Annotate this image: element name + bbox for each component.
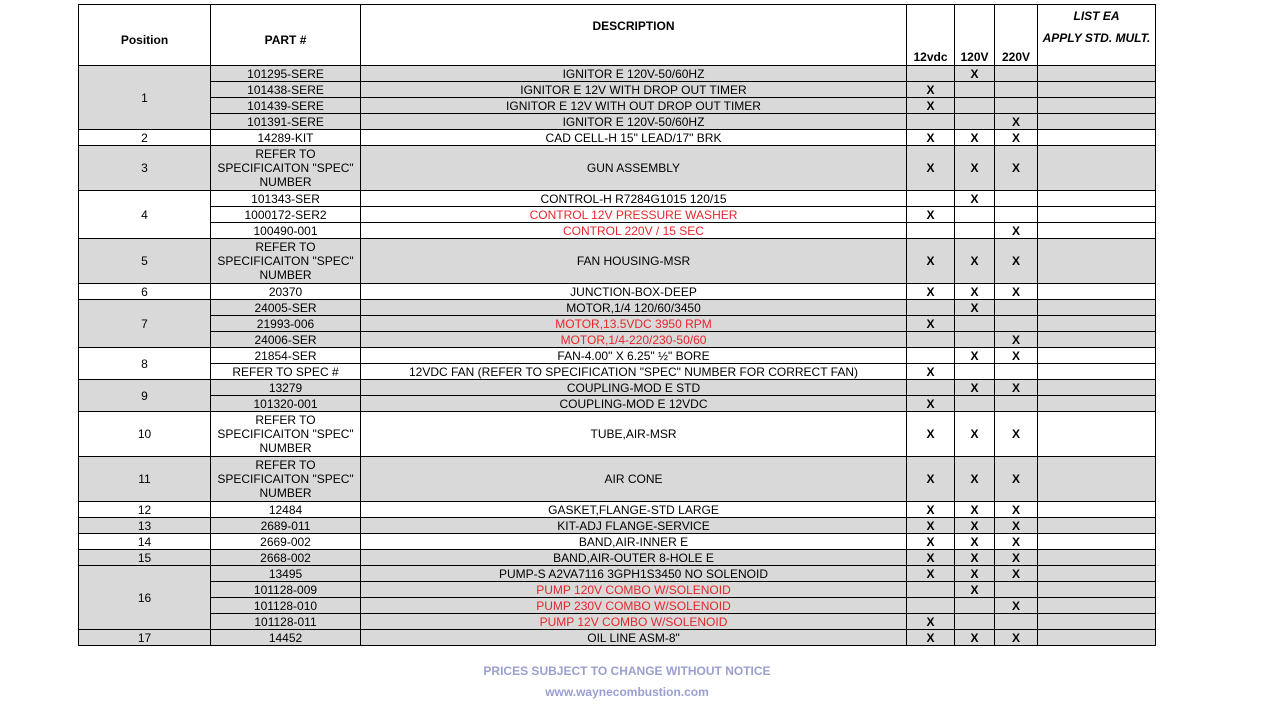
position-cell: 10: [79, 412, 211, 457]
list-price-cell: [1038, 598, 1156, 614]
mark-220v: X: [995, 223, 1038, 239]
table-row: [79, 614, 1156, 630]
description-cell: 12VDC FAN (REFER TO SPECIFICATION "SPEC" NUMBER FOR CORRECT FAN): [361, 364, 907, 380]
mark-220v: X: [995, 380, 1038, 396]
mark-220v: [995, 316, 1038, 332]
table-row: [79, 457, 1156, 502]
position-cell: 7: [79, 300, 211, 348]
list-price-cell: [1038, 396, 1156, 412]
position-cell: 6: [79, 284, 211, 300]
list-price-cell: [1038, 82, 1156, 98]
mark-12vdc: X: [907, 550, 955, 566]
mark-220v: [995, 614, 1038, 630]
mark-120v: [955, 82, 995, 98]
description-cell: MOTOR,1/4-220/230-50/60: [361, 332, 907, 348]
mark-120v: X: [955, 457, 995, 502]
table-row: [79, 582, 1156, 598]
mark-220v: [995, 364, 1038, 380]
list-price-cell: [1038, 316, 1156, 332]
description-cell: FAN HOUSING-MSR: [361, 239, 907, 284]
part-number-cell: 13495: [211, 566, 361, 582]
description-cell: AIR CONE: [361, 457, 907, 502]
table-row: [79, 82, 1156, 98]
table-row: [79, 550, 1156, 566]
mark-12vdc: [907, 598, 955, 614]
mark-220v: X: [995, 630, 1038, 646]
mark-12vdc: X: [907, 316, 955, 332]
list-price-cell: [1038, 284, 1156, 300]
part-number-cell: 21854-SER: [211, 348, 361, 364]
mark-120v: X: [955, 146, 995, 191]
table-row: [79, 412, 1156, 457]
table-row: [79, 364, 1156, 380]
mark-220v: X: [995, 457, 1038, 502]
mark-12vdc: X: [907, 614, 955, 630]
part-number-cell: 24006-SER: [211, 332, 361, 348]
position-cell: 2: [79, 130, 211, 146]
table-row: [79, 239, 1156, 284]
mark-220v: X: [995, 566, 1038, 582]
part-number-cell: 101320-001: [211, 396, 361, 412]
part-number-cell: 101128-010: [211, 598, 361, 614]
description-cell: JUNCTION-BOX-DEEP: [361, 284, 907, 300]
mark-120v: X: [955, 550, 995, 566]
mark-12vdc: [907, 332, 955, 348]
mark-120v: [955, 114, 995, 130]
mark-12vdc: [907, 223, 955, 239]
description-cell: BAND,AIR-INNER E: [361, 534, 907, 550]
mark-120v: X: [955, 412, 995, 457]
position-cell: 17: [79, 630, 211, 646]
list-price-cell: [1038, 534, 1156, 550]
list-price-cell: [1038, 114, 1156, 130]
header-row: [79, 5, 1156, 66]
table-row: [79, 66, 1156, 82]
mark-120v: X: [955, 534, 995, 550]
mark-12vdc: X: [907, 130, 955, 146]
position-cell: 8: [79, 348, 211, 380]
header-120v: 120V: [955, 5, 995, 66]
mark-12vdc: X: [907, 284, 955, 300]
mark-12vdc: [907, 582, 955, 598]
header-position: Position: [79, 5, 211, 66]
mark-220v: X: [995, 114, 1038, 130]
list-price-cell: [1038, 614, 1156, 630]
position-cell: 15: [79, 550, 211, 566]
list-price-cell: [1038, 332, 1156, 348]
mark-120v: [955, 207, 995, 223]
mark-12vdc: X: [907, 207, 955, 223]
part-number-cell: 14289-KIT: [211, 130, 361, 146]
mark-120v: [955, 614, 995, 630]
part-number-cell: 1000172-SER2: [211, 207, 361, 223]
mark-120v: [955, 316, 995, 332]
position-cell: 12: [79, 502, 211, 518]
part-number-cell: 101439-SERE: [211, 98, 361, 114]
description-cell: PUMP-S A2VA7116 3GPH1S3450 NO SOLENOID: [361, 566, 907, 582]
list-price-cell: [1038, 412, 1156, 457]
list-price-cell: [1038, 223, 1156, 239]
list-price-cell: [1038, 191, 1156, 207]
mark-220v: X: [995, 550, 1038, 566]
position-cell: 14: [79, 534, 211, 550]
mark-220v: X: [995, 412, 1038, 457]
list-price-cell: [1038, 457, 1156, 502]
mark-120v: X: [955, 130, 995, 146]
part-number-cell: REFER TO SPECIFICAITON "SPEC" NUMBER: [211, 457, 361, 502]
mark-12vdc: [907, 66, 955, 82]
table-row: [79, 332, 1156, 348]
mark-120v: X: [955, 348, 995, 364]
part-number-cell: 100490-001: [211, 223, 361, 239]
description-cell: CONTROL-H R7284G1015 120/15: [361, 191, 907, 207]
mark-220v: [995, 582, 1038, 598]
table-row: [79, 534, 1156, 550]
list-price-cell: [1038, 630, 1156, 646]
table-row: [79, 380, 1156, 396]
part-number-cell: 12484: [211, 502, 361, 518]
list-price-cell: [1038, 146, 1156, 191]
list-price-cell: [1038, 380, 1156, 396]
mark-120v: X: [955, 239, 995, 284]
list-price-cell: [1038, 130, 1156, 146]
description-cell: IGNITOR E 12V WITH OUT DROP OUT TIMER: [361, 98, 907, 114]
part-number-cell: 101438-SERE: [211, 82, 361, 98]
mark-12vdc: X: [907, 502, 955, 518]
header-12vdc: 12vdc: [907, 5, 955, 66]
part-number-cell: 14452: [211, 630, 361, 646]
description-cell: MOTOR,1/4 120/60/3450: [361, 300, 907, 316]
mark-220v: X: [995, 239, 1038, 284]
mark-220v: X: [995, 534, 1038, 550]
list-price-cell: [1038, 300, 1156, 316]
description-cell: OIL LINE ASM-8": [361, 630, 907, 646]
mark-220v: X: [995, 130, 1038, 146]
mark-120v: [955, 396, 995, 412]
description-cell: GASKET,FLANGE-STD LARGE: [361, 502, 907, 518]
table-row: [79, 316, 1156, 332]
mark-120v: X: [955, 582, 995, 598]
table-row: [79, 114, 1156, 130]
mark-120v: X: [955, 380, 995, 396]
mark-120v: X: [955, 502, 995, 518]
mark-120v: [955, 598, 995, 614]
mark-220v: [995, 191, 1038, 207]
header-220v: 220V: [995, 5, 1038, 66]
part-number-cell: 2689-011: [211, 518, 361, 534]
part-number-cell: 101128-009: [211, 582, 361, 598]
part-number-cell: 101343-SER: [211, 191, 361, 207]
mark-12vdc: [907, 114, 955, 130]
part-number-cell: 101128-011: [211, 614, 361, 630]
description-cell: PUMP 120V COMBO W/SOLENOID: [361, 582, 907, 598]
description-cell: PUMP 12V COMBO W/SOLENOID: [361, 614, 907, 630]
table-row: [79, 630, 1156, 646]
table-row: [79, 146, 1156, 191]
position-cell: 1: [79, 66, 211, 130]
description-cell: GUN ASSEMBLY: [361, 146, 907, 191]
header-list-ea: LIST EA: [1073, 9, 1120, 23]
mark-120v: X: [955, 66, 995, 82]
mark-120v: X: [955, 566, 995, 582]
description-cell: MOTOR,13.5VDC 3950 RPM: [361, 316, 907, 332]
part-number-cell: 2669-002: [211, 534, 361, 550]
mark-120v: X: [955, 191, 995, 207]
table-row: [79, 130, 1156, 146]
mark-120v: X: [955, 300, 995, 316]
position-cell: 16: [79, 566, 211, 630]
header-list-price: [1038, 5, 1156, 66]
list-price-cell: [1038, 364, 1156, 380]
mark-220v: X: [995, 502, 1038, 518]
mark-12vdc: X: [907, 534, 955, 550]
mark-12vdc: X: [907, 566, 955, 582]
mark-12vdc: [907, 348, 955, 364]
table-row: [79, 396, 1156, 412]
table-row: [79, 518, 1156, 534]
list-price-cell: [1038, 518, 1156, 534]
parts-table: [78, 4, 1156, 646]
part-number-cell: REFER TO SPECIFICAITON "SPEC" NUMBER: [211, 146, 361, 191]
part-number-cell: 2668-002: [211, 550, 361, 566]
description-cell: IGNITOR E 120V-50/60HZ: [361, 114, 907, 130]
position-cell: 11: [79, 457, 211, 502]
mark-12vdc: [907, 300, 955, 316]
price-notice: PRICES SUBJECT TO CHANGE WITHOUT NOTICE: [483, 664, 771, 678]
table-row: [79, 98, 1156, 114]
table-row: [79, 598, 1156, 614]
position-cell: 9: [79, 380, 211, 412]
mark-120v: X: [955, 518, 995, 534]
description-cell: COUPLING-MOD E 12VDC: [361, 396, 907, 412]
part-number-cell: 24005-SER: [211, 300, 361, 316]
mark-220v: X: [995, 598, 1038, 614]
mark-220v: [995, 66, 1038, 82]
mark-12vdc: X: [907, 412, 955, 457]
parts-body: [79, 66, 1156, 646]
list-price-cell: [1038, 66, 1156, 82]
description-cell: IGNITOR E 120V-50/60HZ: [361, 66, 907, 82]
mark-12vdc: [907, 191, 955, 207]
description-cell: CONTROL 12V PRESSURE WASHER: [361, 207, 907, 223]
table-row: [79, 300, 1156, 316]
list-price-cell: [1038, 566, 1156, 582]
list-price-cell: [1038, 239, 1156, 284]
mark-120v: [955, 332, 995, 348]
list-price-cell: [1038, 98, 1156, 114]
mark-220v: X: [995, 348, 1038, 364]
position-cell: 13: [79, 518, 211, 534]
mark-220v: [995, 98, 1038, 114]
list-price-cell: [1038, 207, 1156, 223]
mark-120v: [955, 223, 995, 239]
mark-12vdc: X: [907, 239, 955, 284]
mark-12vdc: X: [907, 396, 955, 412]
website-link[interactable]: www.waynecombustion.com: [545, 685, 709, 699]
table-row: [79, 223, 1156, 239]
list-price-cell: [1038, 550, 1156, 566]
description-cell: KIT-ADJ FLANGE-SERVICE: [361, 518, 907, 534]
part-number-cell: 101295-SERE: [211, 66, 361, 82]
part-number-cell: REFER TO SPECIFICAITON "SPEC" NUMBER: [211, 239, 361, 284]
part-number-cell: REFER TO SPECIFICAITON "SPEC" NUMBER: [211, 412, 361, 457]
table-row: [79, 207, 1156, 223]
mark-220v: X: [995, 518, 1038, 534]
mark-220v: [995, 82, 1038, 98]
mark-12vdc: X: [907, 82, 955, 98]
table-row: [79, 502, 1156, 518]
list-price-cell: [1038, 582, 1156, 598]
mark-120v: [955, 98, 995, 114]
position-cell: 3: [79, 146, 211, 191]
mark-220v: X: [995, 284, 1038, 300]
description-cell: BAND,AIR-OUTER 8-HOLE E: [361, 550, 907, 566]
table-row: [79, 348, 1156, 364]
table-row: [79, 284, 1156, 300]
mark-220v: [995, 207, 1038, 223]
mark-220v: X: [995, 332, 1038, 348]
list-price-cell: [1038, 502, 1156, 518]
mark-120v: X: [955, 284, 995, 300]
header-part: PART #: [211, 5, 361, 66]
mark-12vdc: X: [907, 518, 955, 534]
description-cell: IGNITOR E 12V WITH DROP OUT TIMER: [361, 82, 907, 98]
part-number-cell: 101391-SERE: [211, 114, 361, 130]
description-cell: CONTROL 220V / 15 SEC: [361, 223, 907, 239]
description-cell: PUMP 230V COMBO W/SOLENOID: [361, 598, 907, 614]
mark-220v: [995, 396, 1038, 412]
mark-120v: X: [955, 630, 995, 646]
table-row: [79, 566, 1156, 582]
position-cell: 4: [79, 191, 211, 239]
header-apply-mult: APPLY STD. MULT.: [1042, 31, 1151, 45]
table-row: [79, 191, 1156, 207]
mark-120v: [955, 364, 995, 380]
mark-12vdc: [907, 380, 955, 396]
position-cell: 5: [79, 239, 211, 284]
description-cell: CAD CELL-H 15" LEAD/17" BRK: [361, 130, 907, 146]
list-price-cell: [1038, 348, 1156, 364]
part-number-cell: REFER TO SPEC #: [211, 364, 361, 380]
description-cell: TUBE,AIR-MSR: [361, 412, 907, 457]
mark-12vdc: X: [907, 364, 955, 380]
mark-12vdc: X: [907, 457, 955, 502]
description-cell: COUPLING-MOD E STD: [361, 380, 907, 396]
mark-12vdc: X: [907, 98, 955, 114]
part-number-cell: 21993-006: [211, 316, 361, 332]
mark-220v: X: [995, 146, 1038, 191]
mark-12vdc: X: [907, 146, 955, 191]
mark-220v: [995, 300, 1038, 316]
part-number-cell: 13279: [211, 380, 361, 396]
description-cell: FAN-4.00" X 6.25" ½" BORE: [361, 348, 907, 364]
header-description: DESCRIPTION: [361, 5, 907, 66]
mark-12vdc: X: [907, 630, 955, 646]
part-number-cell: 20370: [211, 284, 361, 300]
